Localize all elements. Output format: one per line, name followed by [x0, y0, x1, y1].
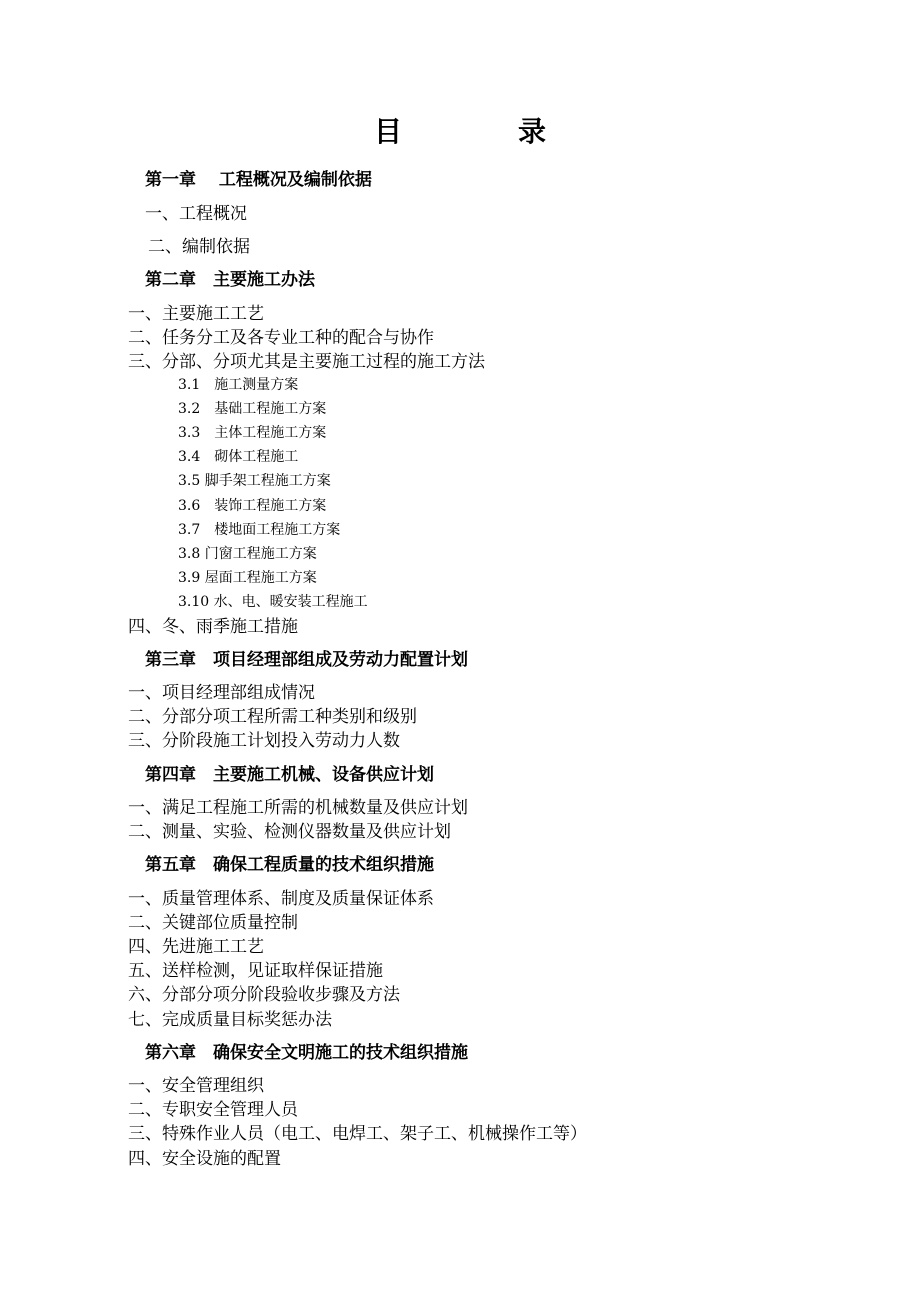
- toc-entry: 三、特殊作业人员（电工、电焊工、架子工、机械操作工等）: [128, 1124, 587, 1144]
- toc-chapter-heading: 第一章 工程概况及编制依据: [145, 170, 372, 190]
- toc-entry: 一、安全管理组织: [128, 1076, 264, 1096]
- toc-subentry: 3.5 脚手架工程施工方案: [178, 473, 331, 489]
- toc-subentry: 3.9 屋面工程施工方案: [178, 570, 317, 586]
- toc-entry: 一、满足工程施工所需的机械数量及供应计划: [128, 798, 468, 818]
- toc-entry: 四、先进施工工艺: [128, 937, 264, 957]
- toc-chapter-heading: 第三章 项目经理部组成及劳动力配置计划: [145, 650, 468, 670]
- toc-entry: 二、测量、实验、检测仪器数量及供应计划: [128, 822, 451, 842]
- toc-chapter-heading: 第五章 确保工程质量的技术组织措施: [145, 855, 434, 875]
- toc-chapter-heading: 第二章 主要施工办法: [145, 270, 315, 290]
- toc-entry: 六、分部分项分阶段验收步骤及方法: [128, 985, 400, 1005]
- toc-entry: 三、分部、分项尤其是主要施工过程的施工方法: [128, 352, 485, 372]
- toc-subentry: 3.10 水、电、暖安装工程施工: [178, 594, 368, 610]
- toc-chapter-heading: 第四章 主要施工机械、设备供应计划: [145, 765, 434, 785]
- toc-entry: 二、任务分工及各专业工种的配合与协作: [128, 328, 434, 348]
- toc-entry: 一、工程概况: [145, 204, 247, 224]
- toc-entry: 二、专职安全管理人员: [128, 1100, 298, 1120]
- toc-entry: 五、送样检测，见证取样保证措施: [128, 961, 383, 981]
- toc-title: 目 录: [373, 115, 590, 148]
- toc-entry: 一、质量管理体系、制度及质量保证体系: [128, 889, 434, 909]
- toc-entry: 一、项目经理部组成情况: [128, 683, 315, 703]
- toc-subentry: 3.7 楼地面工程施工方案: [178, 522, 341, 538]
- toc-entry: 二、分部分项工程所需工种类别和级别: [128, 707, 417, 727]
- toc-entry: 三、分阶段施工计划投入劳动力人数: [128, 731, 400, 751]
- toc-entry: 四、安全设施的配置: [128, 1149, 281, 1169]
- toc-entry: 七、完成质量目标奖惩办法: [128, 1010, 332, 1030]
- toc-subentry: 3.8 门窗工程施工方案: [178, 546, 317, 562]
- toc-subentry: 3.1 施工测量方案: [178, 377, 299, 393]
- toc-subentry: 3.3 主体工程施工方案: [178, 425, 327, 441]
- toc-entry: 一、主要施工工艺: [128, 304, 264, 324]
- toc-entry: 二、编制依据: [148, 237, 250, 257]
- toc-subentry: 3.4 砌体工程施工: [178, 449, 299, 465]
- toc-entry: 四、冬、雨季施工措施: [128, 617, 298, 637]
- toc-chapter-heading: 第六章 确保安全文明施工的技术组织措施: [145, 1043, 468, 1063]
- toc-subentry: 3.2 基础工程施工方案: [178, 401, 327, 417]
- toc-entry: 二、关键部位质量控制: [128, 913, 298, 933]
- toc-subentry: 3.6 装饰工程施工方案: [178, 498, 327, 514]
